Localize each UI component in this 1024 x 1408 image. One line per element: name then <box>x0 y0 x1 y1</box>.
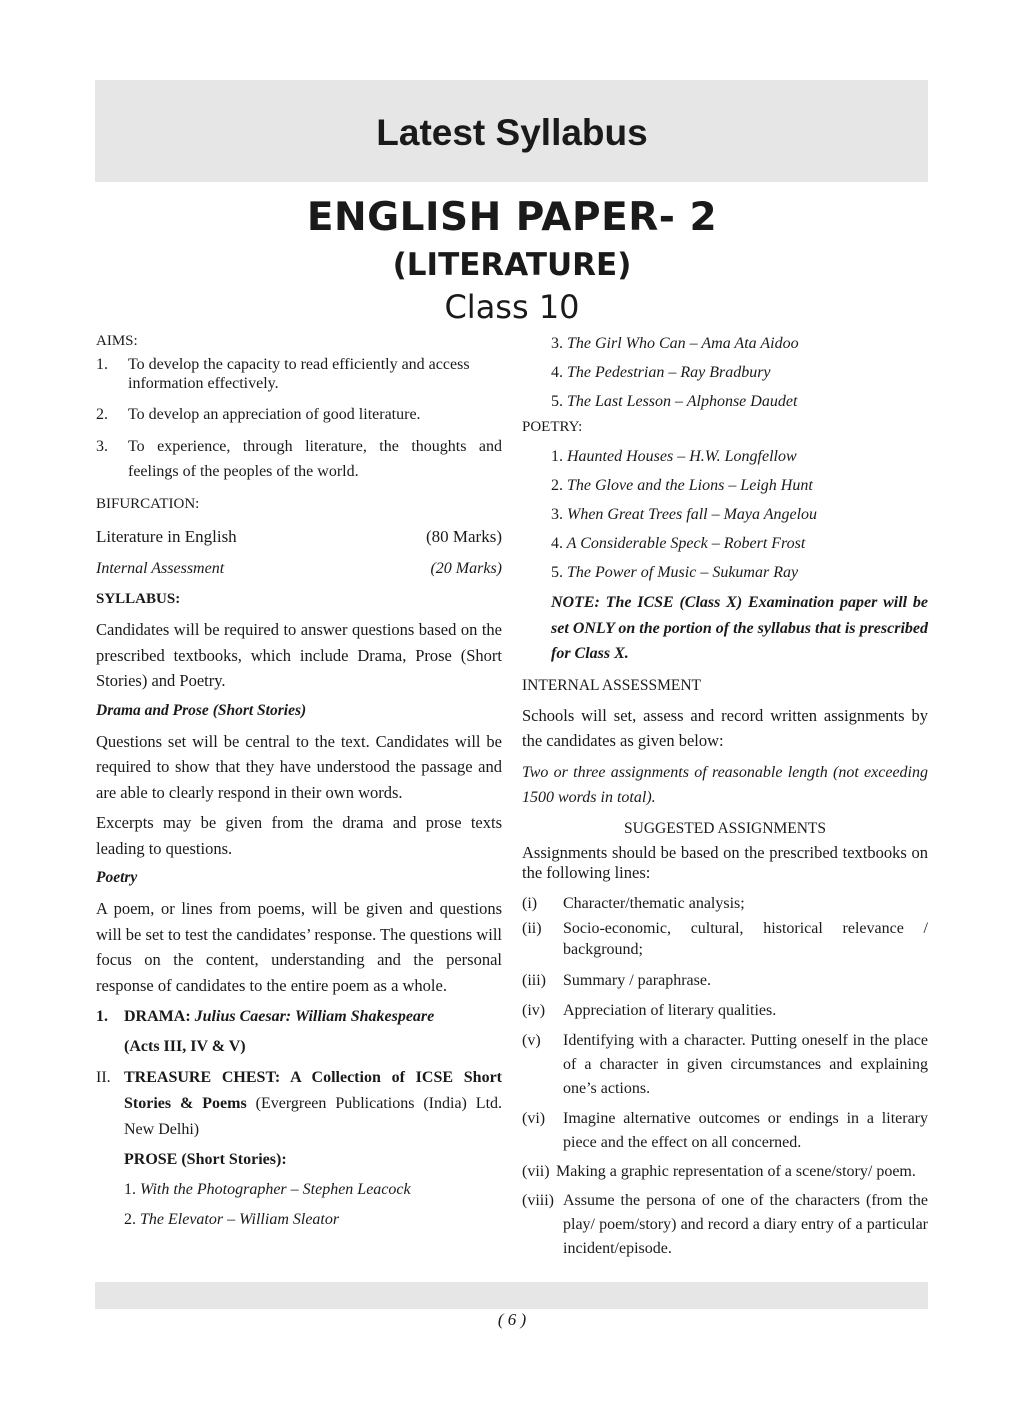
prose-number: 5. <box>551 393 563 410</box>
assignment-number: (viii) <box>522 1191 554 1209</box>
prose-text: With the Photographer – Stephen Leacock <box>140 1181 411 1198</box>
prose-text: The Last Lesson – Alphonse Daudet <box>567 393 798 410</box>
treasure-publisher: (Evergreen Publications (India) Ltd. New Delhi) <box>124 1095 503 1138</box>
prose-item <box>522 332 928 355</box>
assignment-number: (iv) <box>522 1001 546 1019</box>
assignment-text: Identifying with a character. Putting oneself in the place of a character in given circumstances and explaining one’s actions. <box>563 1031 928 1097</box>
aim-text: To develop the capacity to read efficiently and access information effectively. <box>128 356 470 392</box>
drama-acts: (Acts III, IV & V) <box>124 1038 246 1055</box>
prose-number: 1. <box>124 1181 136 1198</box>
poem-text: Haunted Houses – H.W. Longfellow <box>567 448 797 465</box>
drama-entry <box>96 1005 502 1028</box>
aim-number: 2. <box>96 406 108 423</box>
assignment-text: Character/thematic analysis; <box>563 894 745 912</box>
assignment-number: (ii) <box>522 919 542 937</box>
assignment-text: Appreciation of literary qualities. <box>563 1001 777 1019</box>
page-number: ( 6 ) <box>497 1310 527 1329</box>
excerpts-paragraph: Excerpts may be given from the drama and prose texts leading to questions. <box>96 813 502 858</box>
class-label: Class 10 <box>444 288 580 326</box>
treasure-title: TREASURE CHEST: A Collection of ICSE Short Stories & Poems <box>124 1069 502 1112</box>
poem-item <box>522 474 928 497</box>
bifurcation-label: Literature in English <box>96 527 237 546</box>
drama-number: 1. <box>96 1008 108 1025</box>
syllabus-intro: Candidates will be required to answer questions based on the prescribed textbooks, which include Drama, Prose (Short Stories) and Poetry. <box>96 620 502 690</box>
prose-number: 4. <box>551 364 563 381</box>
prose-heading: PROSE (Short Stories): <box>124 1151 287 1168</box>
poetry-list-heading: POETRY: <box>522 419 583 435</box>
paper-title: ENGLISH PAPER- 2 <box>306 195 718 240</box>
assignment-item <box>522 1189 928 1261</box>
treasure-chest-entry <box>96 1065 502 1143</box>
aim-number: 1. <box>96 356 108 373</box>
aim-item <box>96 434 502 484</box>
banner-title: Latest Syllabus <box>376 112 648 153</box>
prose-number: 3. <box>551 335 563 352</box>
prose-item <box>522 390 928 413</box>
poetry-paragraph: A poem, or lines from poems, will be given and questions will be set to test the candidates’ response. The questions will focus on the content, understanding and the personal response of candidates to the entire poem as a whole. <box>96 899 502 995</box>
drama-prose-paragraph: Questions set will be central to the text. Candidates will be required to show that they have understood the passage and are able to clearly respond in their own words. <box>96 731 502 802</box>
bifurcation-label: Internal Assessment <box>96 560 225 577</box>
bifurcation-heading: BIFURCATION: <box>96 496 200 512</box>
poem-item <box>522 532 928 555</box>
poem-number: 5. <box>551 564 563 581</box>
assignment-text: Making a graphic representation of a scene/story/ poem. <box>556 1162 916 1180</box>
aim-number: 3. <box>96 438 108 455</box>
assignment-number: (vi) <box>522 1109 546 1127</box>
bifurcation-row <box>96 557 502 580</box>
aim-text: To experience, through literature, the thoughts and feelings of the peoples of the world. <box>128 438 502 480</box>
drama-label: DRAMA: <box>124 1008 191 1025</box>
internal-assessment-paragraph: Schools will set, assess and record written assignments by the candidates as given below: <box>522 705 928 750</box>
footer-bar <box>95 1282 928 1309</box>
assignment-item <box>522 892 928 915</box>
suggested-assignments-heading: SUGGESTED ASSIGNMENTS <box>624 819 826 837</box>
assignment-item <box>522 1160 928 1184</box>
assignment-number: (iii) <box>522 971 546 989</box>
syllabus-heading: SYLLABUS: <box>96 591 181 607</box>
assignment-number: (i) <box>522 894 538 912</box>
assignment-item <box>522 918 928 960</box>
assignment-item <box>522 1107 928 1155</box>
assignment-text: Summary / paraphrase. <box>563 971 711 989</box>
class-x-note: NOTE: The ICSE (Class X) Examination paper will be set ONLY on the portion of the syllabus that is prescribed for Class X. <box>551 594 928 662</box>
prose-item <box>96 1178 502 1201</box>
treasure-number: II. <box>96 1069 111 1086</box>
aims-heading: AIMS: <box>96 333 138 349</box>
poem-text: A Considerable Speck – Robert Frost <box>566 535 806 552</box>
drama-title: Julius Caesar: William Shakespeare <box>194 1008 435 1025</box>
prose-item <box>96 1208 502 1231</box>
assignment-number: (vii) <box>522 1162 550 1180</box>
assignment-text: Socio-economic, cultural, historical relevance / background; <box>563 919 928 958</box>
bifurcation-marks: (20 Marks) <box>430 560 502 577</box>
poem-number: 3. <box>551 506 563 523</box>
poem-number: 1. <box>551 448 563 465</box>
bifurcation-marks: (80 Marks) <box>425 527 502 546</box>
prose-text: The Elevator – William Sleator <box>140 1211 340 1228</box>
assignment-length-note: Two or three assignments of reasonable length (not exceeding 1500 words in total). <box>522 763 928 806</box>
poem-text: The Glove and the Lions – Leigh Hunt <box>567 477 813 494</box>
assignment-text: Imagine alternative outcomes or endings in a literary piece and the effect on all concerned. <box>563 1109 928 1151</box>
assignment-number: (v) <box>522 1031 541 1049</box>
poem-item <box>522 445 928 468</box>
poem-item <box>522 503 928 526</box>
aim-item <box>96 403 502 426</box>
drama-prose-heading: Drama and Prose (Short Stories) <box>96 701 307 719</box>
right-column <box>522 332 928 1261</box>
bifurcation-row <box>96 525 502 548</box>
assignment-item <box>522 969 928 992</box>
assignment-text: Assume the persona of one of the characters (from the play/ poem/story) and record a diary entry of a particular incident/episode. <box>563 1191 928 1257</box>
assignment-item <box>522 999 928 1022</box>
internal-assessment-heading: INTERNAL ASSESSMENT <box>522 676 701 694</box>
poem-number: 4. <box>551 535 563 552</box>
prose-item <box>522 361 928 384</box>
poem-text: When Great Trees fall – Maya Angelou <box>567 506 818 523</box>
prose-text: The Girl Who Can – Ama Ata Aidoo <box>567 335 799 352</box>
suggested-assignments-intro: Assignments should be based on the prescribed textbooks on the following lines: <box>522 842 928 882</box>
prose-text: The Pedestrian – Ray Bradbury <box>567 364 771 381</box>
prose-number: 2. <box>124 1211 136 1228</box>
assignment-item <box>522 1029 928 1101</box>
aim-text: To develop an appreciation of good literature. <box>128 406 421 423</box>
left-column <box>96 330 502 1231</box>
poetry-heading: Poetry <box>96 869 138 886</box>
aim-item <box>96 355 502 393</box>
poem-text: The Power of Music – Sukumar Ray <box>567 564 799 581</box>
poem-number: 2. <box>551 477 563 494</box>
poem-item <box>522 561 928 584</box>
paper-subtitle: (LITERATURE) <box>392 247 632 283</box>
